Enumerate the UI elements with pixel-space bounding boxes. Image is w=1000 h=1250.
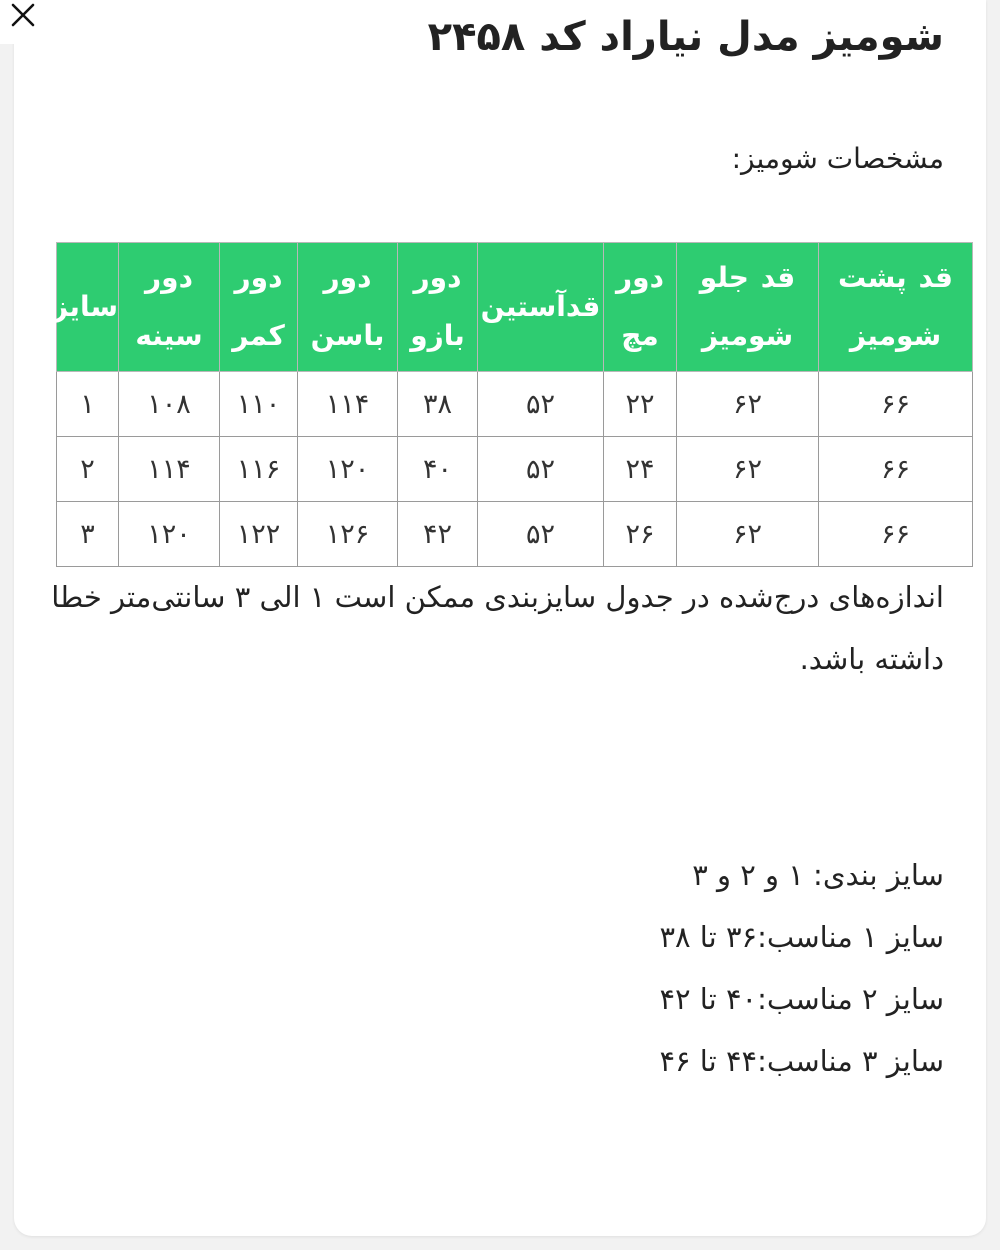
table-cell: ۶۶ — [819, 502, 973, 567]
table-cell: ۴۰ — [398, 437, 478, 502]
table-cell: ۱۲۰ — [298, 437, 398, 502]
header-sleeve-length: قدآستین — [478, 243, 604, 372]
table-row — [57, 372, 973, 437]
table-header-row — [57, 243, 973, 372]
header-hip: دور باسن — [298, 243, 398, 372]
table-cell: ۲ — [57, 437, 119, 502]
product-detail-panel — [14, 0, 986, 1236]
table-cell: ۱۱۶ — [220, 437, 298, 502]
table-cell: ۱۲۰ — [119, 502, 220, 567]
table-cell: ۴۲ — [398, 502, 478, 567]
table-row — [57, 502, 973, 567]
header-wrist: دور مچ — [604, 243, 677, 372]
table-cell: ۱۰۸ — [119, 372, 220, 437]
table-cell: ۱۱۴ — [298, 372, 398, 437]
table-cell: ۱۱۴ — [119, 437, 220, 502]
size-table — [52, 242, 973, 567]
measurement-note: اندازه‌های درج‌شده در جدول سایزبندی ممکن است ۱ الی ۳ سانتی‌متر خطا داشته باشد. — [51, 580, 944, 676]
header-front-length: قد جلو شومیز — [677, 243, 819, 372]
table-cell: ۱ — [57, 372, 119, 437]
table-cell: ۳۸ — [398, 372, 478, 437]
table-cell: ۶۲ — [677, 372, 819, 437]
specs-heading: مشخصات شومیز: — [731, 142, 944, 175]
table-cell: ۶۶ — [819, 372, 973, 437]
table-cell: ۱۲۲ — [220, 502, 298, 567]
size-fit-item: سایز ۳ مناسب:۴۴ تا ۴۶ — [659, 1044, 944, 1078]
table-cell: ۲۶ — [604, 502, 677, 567]
table-cell: ۲۴ — [604, 437, 677, 502]
header-arm: دور بازو — [398, 243, 478, 372]
header-waist: دور کمر — [220, 243, 298, 372]
size-fit-item: سایز ۲ مناسب:۴۰ تا ۴۲ — [659, 982, 944, 1016]
table-cell: ۵۲ — [478, 372, 604, 437]
table-cell: ۵۲ — [478, 437, 604, 502]
table-cell: ۶۲ — [677, 502, 819, 567]
table-cell: ۱۲۶ — [298, 502, 398, 567]
size-fit-item: سایز ۱ مناسب:۳۶ تا ۳۸ — [659, 920, 944, 954]
header-size: سایز — [57, 243, 119, 372]
header-chest: دور سینه — [119, 243, 220, 372]
table-cell: ۵۲ — [478, 502, 604, 567]
table-cell: ۶۶ — [819, 437, 973, 502]
product-title: شومیز مدل نیاراد کد ۲۴۵۸ — [427, 14, 944, 60]
close-button[interactable] — [0, 0, 68, 44]
table-cell: ۳ — [57, 502, 119, 567]
sizing-summary: سایز بندی: ۱ و ۲ و ۳ — [692, 858, 944, 892]
close-icon — [10, 2, 36, 28]
table-cell: ۱۱۰ — [220, 372, 298, 437]
table-row — [57, 437, 973, 502]
table-cell: ۲۲ — [604, 372, 677, 437]
table-cell: ۶۲ — [677, 437, 819, 502]
header-back-length: قد پشت شومیز — [819, 243, 973, 372]
